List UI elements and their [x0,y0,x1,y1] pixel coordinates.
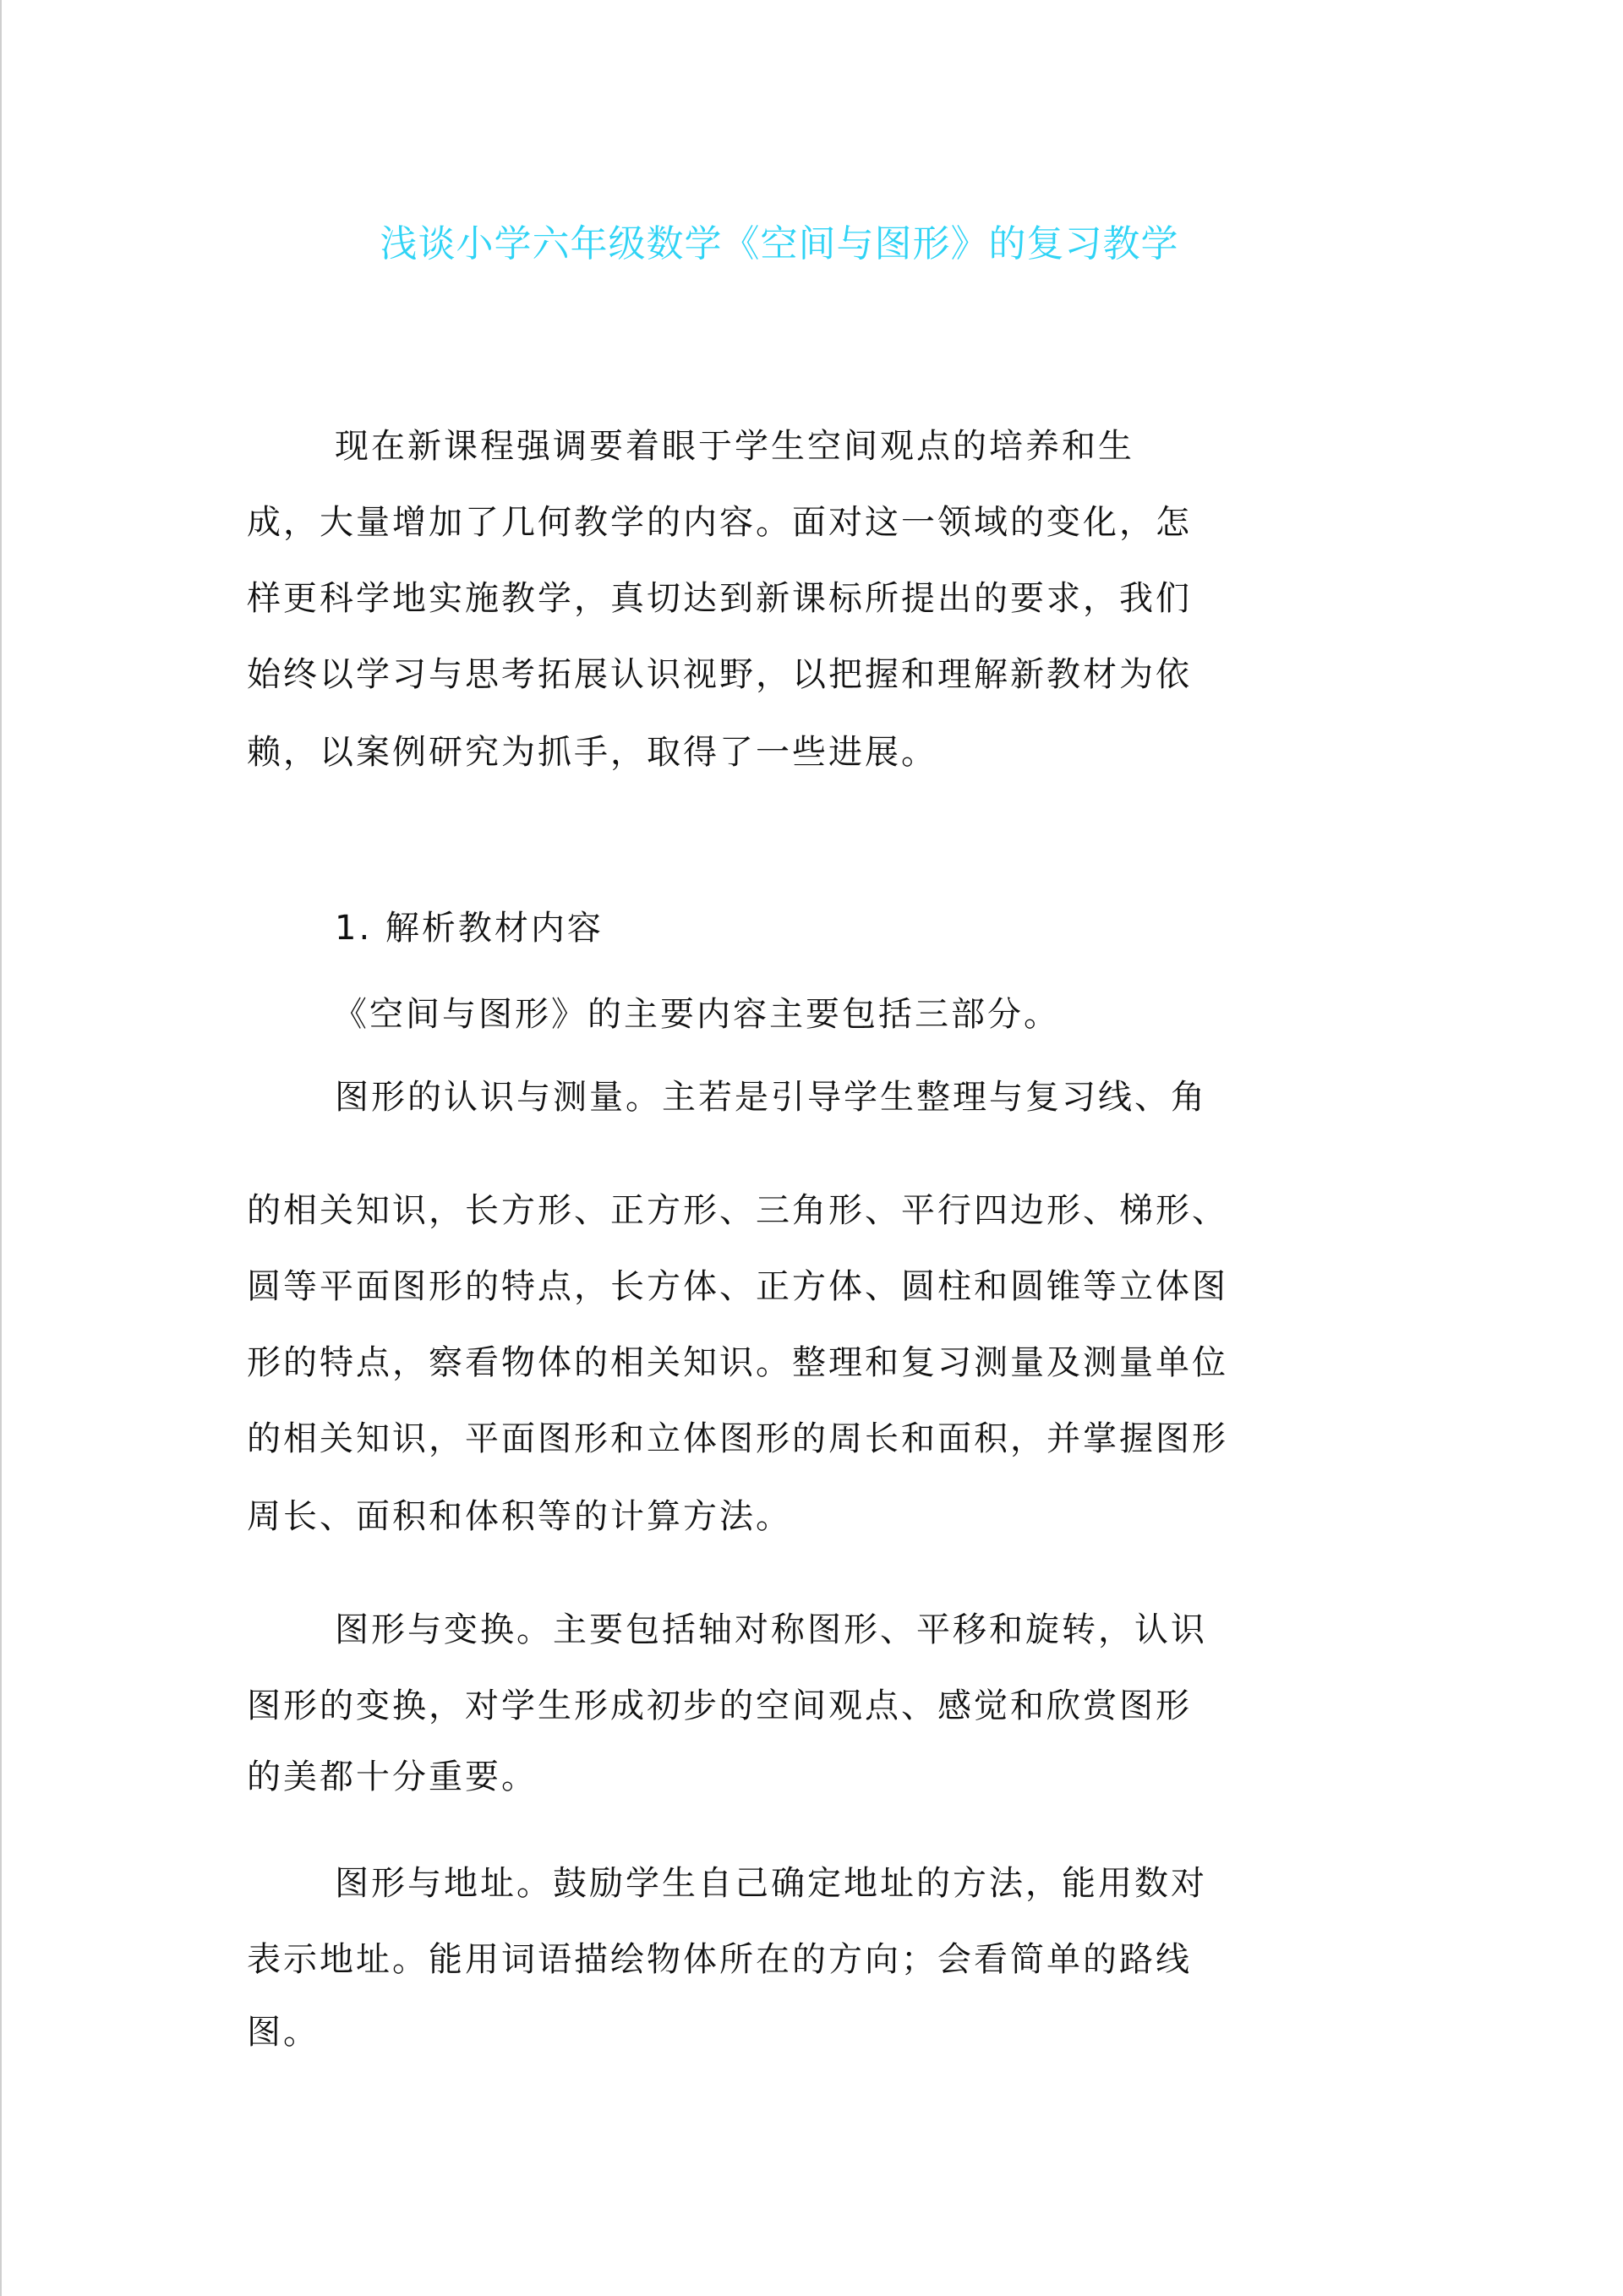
intro-line-3: 样更科学地实施教学，真切达到新课标所提出的要求，我们 [247,579,1192,618]
intro-line-1: 现在新课程强调要着眼于学生空间观点的培养和生 [335,427,1134,466]
part1-line-5: 的相关知识，平面图形和立体图形的周长和面积，并掌握图形 [247,1419,1228,1458]
intro-line-4: 始终以学习与思考拓展认识视野，以把握和理解新教材为依 [247,655,1192,694]
part3-line-1: 图形与地址。鼓励学生自己确定地址的方法，能用数对 [335,1864,1207,1903]
part1-line-4: 形的特点，察看物体的相关知识。整理和复习测量及测量单位 [247,1343,1228,1382]
part1-line-2: 的相关知识，长方形、正方形、三角形、平行四边形、梯形、 [247,1191,1228,1230]
part1-line-3: 圆等平面图形的特点，长方体、正方体、圆柱和圆锥等立体图 [247,1267,1228,1306]
part3-line-2: 表示地址。能用词语描绘物体所在的方向；会看简单的路线 [247,1940,1192,1979]
part2-line-1: 图形与变换。主要包括轴对称图形、平移和旋转，认识 [335,1610,1207,1649]
part2-line-2: 图形的变换，对学生形成初步的空间观点、感觉和欣赏图形 [247,1686,1192,1725]
section-heading: 1. 解析教材内容 [335,909,604,948]
document-title: 浅谈小学六年级数学《空间与图形》的复习教学 [380,222,1179,265]
part3-line-3: 图。 [247,2013,320,2052]
intro-line-5: 赖，以案例研究为抓手，取得了一些进展。 [247,733,937,772]
part2-line-3: 的美都十分重要。 [247,1758,538,1796]
part1-line-1: 图形的认识与测量。主若是引导学生整理与复习线、角 [335,1078,1207,1117]
part1-line-6: 周长、面积和体积等的计算方法。 [247,1497,792,1536]
intro-line-2: 成，大量增加了几何教学的内容。面对这一领域的变化，怎 [247,503,1192,542]
section-intro: 《空间与图形》的主要内容主要包括三部分。 [333,995,1060,1034]
